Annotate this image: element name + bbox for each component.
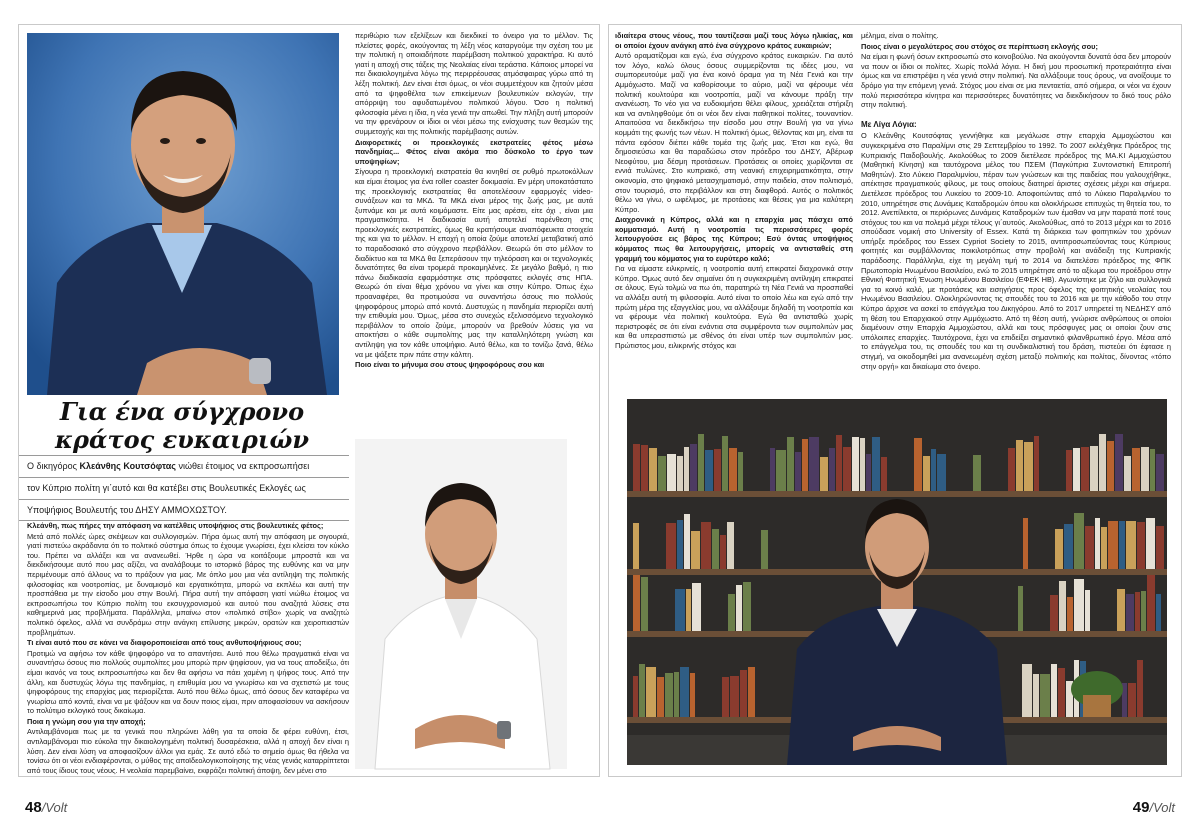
book-spine	[720, 535, 726, 569]
book-spine	[809, 437, 819, 491]
book-spine	[727, 522, 734, 569]
book-spine	[1141, 447, 1149, 491]
book-spine	[1147, 575, 1155, 631]
book-spine	[820, 457, 828, 491]
intro-line-3: Υποψήφιος Βουλευτής του ΔΗΣΥ ΑΜΜΟΧΩΣΤΟΥ.	[19, 499, 349, 521]
book-spine	[802, 439, 808, 491]
book-spine	[973, 455, 981, 491]
book-spine	[1016, 440, 1023, 491]
book-spine	[677, 520, 683, 569]
book-spine	[1024, 442, 1033, 491]
book-spine	[836, 435, 842, 491]
book-spine	[914, 438, 922, 491]
folio-separator: /	[1149, 800, 1154, 815]
book-spine	[705, 450, 713, 491]
page-number-right	[1133, 799, 1175, 816]
book-spine	[674, 672, 679, 717]
book-spine	[1126, 521, 1136, 569]
book-spine	[1066, 450, 1072, 491]
interview-question: Τι είναι αυτό που σε κάνει να διαφοροποιείσαι από τους ανθυποψήφιους σου;	[27, 638, 302, 648]
book-spine	[657, 677, 664, 717]
book-spine	[633, 444, 640, 491]
book-spine	[646, 667, 656, 717]
book-spine	[666, 523, 676, 569]
book-spine	[690, 444, 697, 491]
book-spine	[1115, 434, 1123, 491]
folio-separator: /	[41, 800, 46, 815]
book-spine	[680, 667, 689, 717]
interview-answer: Να είμαι η φωνή όσων εκπροσωπώ στο κοινοβούλιο. Να ακούγονται δυνατά όσα δεν μπορούν να πουν οι ίδιοι οι πολίτες. Χωρίς πολλά λόγια. Η δική μου προσωπική προτεραιότητα είναι όμως και να επιστρέψει η νέα γενιά στην πολιτική. Να αλλάξουμε τους όρους, να ανοίξουμε το δρόμο για την επόμενη γενιά. Στόχος μου είναι σε μια πενταετία, από σήμερα, οι νέοι να έχουν πολύ περισσότερα κίνητρα και περισσότερες δυνατότητες να διεκδικήσουν το δικό τους ρόλο στην πολιτική.	[861, 52, 1171, 110]
book-spine	[684, 514, 690, 569]
text-column-b	[355, 31, 593, 435]
book-spine	[738, 452, 743, 491]
text-column-d	[861, 31, 1171, 393]
book-spine	[641, 577, 648, 631]
book-spine	[923, 456, 930, 491]
book-spine	[1074, 513, 1084, 569]
book-spine	[1081, 447, 1089, 491]
book-spine	[1033, 674, 1039, 717]
book-spine	[776, 450, 786, 491]
bio-text: Ο Κλεάνθης Κουτσόφτας γεννήθηκε και μεγάλωσε στην επαρχία Αμμοχώστου και συγκεκριμένα στο Παραλίμνι στις 29 Σεπτεμβρίου το 1992. Το 2007 εκλέχθηκε Πρόεδρος της Κυπριακής Παιδοβουλής. Ακολούθως το 2009 διετέλεσε πρόεδρος της ΜΑ.ΚΙ Αμμοχώστου (Μαθητική Κίνηση) και ταυτόχρονα μέλος του ΠΣΕΜ (Παγκύπρια Συντονιστική Επιτροπή Μαθητών). Στο Λύκειο Παραλιμνίου, πέραν των γνώσεων και της παιδείας που γαλουχήθηκε, απέκτησε πραγματικούς φίλους, με τους οποίους διατηρεί άριστες σχέσεις μέχρι και σήμερα. Διετέλεσε πρόεδρος του Λυκείου το 2009-10. Αποφοιτώντας από το Λύκειο Παραλιμνίου το 2010, υπηρέτησε στις Δυνάμεις Καταδρομών όπου και ολοκλήρωσε επιτυχώς τη θητεία του, το 2012. Ανεπίλεκτα, οι περιόρωνες Δυνάμεις Καταδρομών των έμαθαν να μην παρατά ποτέ τους στόχους του και να πολεμά μέχρι τέλους γι΄αυτούς. Ακολούθως, από το 2013 μέχρι και το 2016 σπούδασε νομική στο University of Essex. Κατά τη διάρκεια των φοιτητικών του χρόνων υπήρξε πρόεδρος του Essex Cypriot Society το 2015, αντιπροσωπεύοντας τους Κύπριους φοιτητές και συμβάλλοντας ποικιλοτρόπως στην προβολή και ανάδειξη της Κυπριακής παράδοσης. Παράλληλα, είχε τη μεγάλη τιμή το 2014 να διατελέσει πρόεδρος της ΦΠΚ Πρωτοπορία Ηνωμένου Βασιλείου, ενώ το 2015 υπηρέτησε από το αξίωμα του προέδρου στην Εθνική Φοιτητική Ένωση Ηνωμένου Βασιλείου (ΕΦΕΚ ΗΒ). Αγωνίστηκε με ζήλο και συλλογικά για το κοινό καλό, με προτάσεις και εισηγήσεις προς όφελος της φοιτητικής νεολαίας του Ηνωμένου Βασιλείου. Ολοκληρώνοντας τις σπουδές του το 2016 και με την κάθοδο του στην Κύπρο άρχισε να ασκεί το επάγγελμα του Δικηγόρου. Από το 2017 υπηρετεί τη ΝΕΔΗΣΥ από τη θέση του Επαρχιακού στην Αμμόχωστο. Από τη θέση αυτή, γνώρισε ανθρώπους οι οποίοι διαμένουν στην Επαρχία Αμμοχώστου, αλλά και τους πρόσφυγες μας οι οποίοι ζουν στις υπόλοιπες επαρχίες. Ταυτόχρονα, έχει να επιδείξει σημαντικό φιλανθρωπικό έργο. Μέσα από το επάγγελμα του, τις σπουδές του και τη συνδικαλιστική του δράση, πιστεύει ότι έφτασε η στιγμή, να οικοδομηθεί μια ανανεωμένη σχέση μεταξύ πολιτικής και πολίτας, δίνοντας «τόπο στην οργή» και δικαίωμα στο όνειρο.	[861, 131, 1171, 371]
book-spine	[795, 452, 801, 491]
book-spine	[698, 434, 704, 491]
interview-answer: Σίγουρα η προεκλογική εκστρατεία θα κινηθεί σε ρυθμό πρωτοκόλλων και είμαι έτοιμος για ένα roller coaster δοκιμασία. Εν μέρη υποκατάστατο της προεκλογικής εκστρατείας θα αποτελέσουν εφαρμογές video-συνάξεων και τα ΜΚΔ. Τα ΜΚΔ είναι μέρος της ζωής μας, με αυτά ξυπνάμε και με αυτά κοιμόμαστε. Είτε μας αρέσει, είτε όχι , είναι μια πραγματικότητα. Η διαδικασία αυτή αποτελεί παρένθεση στις προεκλογικές εκστρατείες, όμως θα κρατήσουμε αναπόφευκτα στοιχεία της και για το μέλλον. Η εποχή η οποία ζούμε αποτελεί μεταβατική από το παραδοσιακό στο σύγχρονο περιβάλλον. Θεωρώ ότι στο μέλλον το διαδίκτυο και τα ΜΚΔ θα ξεπεράσουν την τηλεόραση και οι τεχνολογικές δυνατότητες θα είναι τρομερά προκαμηλένες. Σε μεγάλο βαθμό, η πιο πάνω διαδικασία εφαρμόστηκε στις πρόσφατες εκλογές στις ΗΠΑ. Θεωρώ ότι είναι θέμα χρόνου να γίνει και στην Κύπρο. Όπως έχω προαναφέρει, θα προτιμούσα να συναντήσω όσους πιο πολλούς ψηφοφόρους μπορώ από κοντά. Δυστυχώς η πανδημία περιορίζει αυτή την επιθυμία μου. Όμως, μέσα στο συνεχώς εξελισσόμενο τεχνολογικό περιβάλλον το οποίο ζούμε, μπορούν να βρεθούν λύσεις για να αποκτήσει ο κάθε συμπολίτης μας την καταλληλότερη γνώση και αντίληψη για τον κάθε υποψήφιο. Αυτό θέλω, και το τονίζω ξανά, θέλω να με ψάξετε πριν πάτε στην κάλπη.	[355, 167, 593, 359]
portrait-photo-white-shirt	[355, 439, 567, 769]
book-spine	[639, 664, 645, 717]
book-spine	[686, 589, 691, 631]
book-spine	[1064, 524, 1073, 569]
book-spine	[722, 436, 728, 491]
intro-text: νιώθει έτοιμος να εκπροσωπήσει	[175, 461, 310, 471]
page-number-left	[25, 799, 67, 816]
book-spine	[728, 594, 735, 631]
interview-question: Ποια η γνώμη σου για την αποχή;	[27, 716, 146, 726]
book-spine	[658, 456, 666, 491]
book-spine	[1101, 527, 1107, 569]
book-spine	[843, 447, 851, 491]
book-spine	[1067, 597, 1073, 631]
intro-line-2: τον Κύπριο πολίτη γι΄αυτό και θα κατέβει στις Βουλευτικές Εκλογές ως	[19, 477, 349, 499]
book-spine	[665, 673, 673, 717]
book-spine	[641, 445, 648, 491]
book-spine	[1128, 683, 1136, 717]
interview-question: Ποιος είναι ο μεγαλύτερος σου στόχος σε περίπτωση εκλογής σου;	[861, 41, 1098, 51]
book-spine	[1023, 518, 1028, 569]
book-spine	[860, 438, 865, 491]
book-spine	[1051, 664, 1057, 717]
book-spine	[1074, 579, 1084, 631]
book-spine	[1156, 594, 1161, 631]
interview-answer: περιθώριο των εξελίξεων και διεκδικεί το όνειρο για το μέλλον. Τις πλείστες φορές, ακούγοντας τη λέξη νέος καταργούμε την σχέση του με την πολιτική η οποιαδήποτε παρέμβαση πολιτικού χαρακτήρα. Κι αυτό γιατί η αποχή στις τάξεις της Νεολαίας είναι τεράστια. Κάποιος μπορεί να πει δικαιολογημένα λόγω της περιρρέουσας ατμόσφαιρας γύρω από τη λέξη πολιτική. Δεν είναι έτσι όμως, οι νέοι συμμετέχουν και ζητούν μέσα από τα ψηφοθέλτα των επικείμενων βουλευτικών εκλογών, την απόρριψη του αφυδατωμένου πολιτικού λόγου. Όσο η πολιτική φιλοσοφία μένει η ίδια, η νέα γενιά την απωθεί. Την πλήξη αυτή μπορούν να την φρενάρουν οι ίδιοι οι νέοι μέσω της ενίσχυσης των θεσμών της συμμετοχής και της πολιτικής παρέμβασης αυτών.	[355, 31, 593, 136]
interview-question: ιδιαίτερα στους νέους, που ταυτίζεσαι μαζί τους λόγω ηλικίας, και οι οποίοι έχουν ανάγκη από ένα σύγχρονο κράτος ευκαιριών;	[615, 31, 853, 50]
book-spine	[1073, 448, 1080, 491]
book-spine	[740, 670, 747, 717]
article-headline: Για ένα σύγχρονο κράτος ευκαιριών	[55, 397, 309, 454]
book-spine	[684, 447, 689, 491]
book-spine	[722, 677, 729, 717]
book-spine	[1090, 446, 1098, 491]
book-spine	[1095, 518, 1100, 569]
book-spine	[1018, 586, 1023, 631]
book-spine	[1085, 526, 1094, 569]
book-spine	[690, 673, 695, 717]
book-spine	[931, 449, 936, 491]
book-spine	[633, 676, 638, 717]
interview-question: Διαφορετικές οι προεκλογικές εκστρατείες φέτος μέσω πανδημίας... Φέτος είναι ακόμα πιο δύσκολο το έργο των υποψηφίων;	[355, 137, 593, 166]
book-spine	[1040, 674, 1050, 717]
book-spine	[1059, 581, 1066, 631]
book-spine	[1137, 522, 1145, 569]
book-spine	[691, 531, 700, 569]
book-spine	[1119, 521, 1125, 569]
book-spine	[1117, 589, 1125, 631]
interview-answer: Μετά από πολλές ώρες σκέψεων και συλλογισμών. Πήρα όμως αυτή την απόφαση με σιγουριά, γιατί πιστεύω ακράδαντα ότι το πολιτικό σύστημα όπως το έχουμε γνωρίσει, έχει κλείσει τον κύκλο του. Πρέπει να αλλάξει και να ανανεωθεί. Ήρθε η ώρα να κοιτάξουμε μπροστά και να διεκδικήσουμε αυτό που μας αξίζει, να αναλάβουμε το ιστορικό βάρος της ευθύνης και να μην περιμένουμε από άλλους να το πράξουν για μας. Με όπλο μου μια νέα αντίληψη της πολιτικής φιλοσοφίας και νοοτροπίας, με δυναμισμό και εργατικότητα, μπορώ να εκπλέω και αυτή την προσπάθεια με την είσοδο μου στην Βουλή. Πήρα αυτή την απόφαση γιατί νιώθω έτοιμος να εκπροσωπήσω τον Κύπριο πολίτη του εκσυγχρονισμού και αυτού που αναζητά λύσεις στα καθημερινά μας προβλήματα. Παράλληλα, μπαίνω στον «πολιτικό στίβο» χωρίς να αναζητώ πολιτικό όφελος, αλλά να συνδράμω στην ανάγκη επίλυσης μικρών, ορατών και χειροπιαστών προβλημάτων.	[27, 531, 349, 637]
book-spine	[677, 456, 683, 491]
book-spine	[667, 454, 676, 491]
book-spine	[748, 667, 755, 717]
interview-answer: Προτιμώ να αφήσω τον κάθε ψηφοφόρο να το απαντήσει. Αυτό που θέλω πραγματικά είναι να συναντήσω όσους πιο πολλούς συμπολίτες μου μπορώ πριν ψηφίσουν, για να τους αποδείξω, ότι είμαι ικανός να τους εκπροσωπήσω και δεν θα αφήσω να πάει χαμένη η ψήφος τους. Από την άλλη, και δυστυχώς λόγω της πανδημίας, η επιθυμία μου να γνωρίσω και να σχετιστώ με τους ψηφοφόρους της επαρχίας μας περιορίζεται. Αυτό που θέλω όμως, από όσους δεν καταφέρω να γνωρίσω από κοντά, είναι να με ψάξουν και να δουν ποιος είμαι, πριν αποφασίσουν να ασκήσουν το πολύτιμο εκλογικό τους δικαίωμα.	[27, 648, 349, 716]
book-spine	[1150, 449, 1155, 491]
interview-answer: Για να είμαστε ειλικρινείς, η νοοτροπία αυτή επικρατεί διαχρονικά στην Κύπρο. Όμως αυτό δεν σημαίνει ότι η συγκεκριμένη αντίληψη επικρατεί σε όλους. Εγώ τολμώ να πω ότι, παρατηρώ τη Νέα Γενιά να προσπαθεί να αλλάξει αυτή τη φιλοσοφία. Αυτό είναι το οποίο λέω και εγώ από την πρώτη μέρα της εξαγγελίας μου, να αλλάξουμε δηλαδή τη νοοτροπία και να φέρουμε νέα πολιτική κουλτούρα. Εγώ θα αντισταθώ χωρίς περιστροφές σε ότι είναι ενάντια στα συμφέροντα των συμπολιτών μας και θα υπερασπιστώ με σθένος ότι είναι υπέρ των συμπολιτών μας. Πρώτιστος μου, ειλικρινής στόχος και	[615, 264, 853, 350]
book-spine	[829, 448, 835, 491]
book-spine	[1108, 521, 1118, 569]
book-spine	[866, 454, 871, 491]
book-spine	[1107, 441, 1114, 491]
book-spine	[1055, 529, 1063, 569]
book-spine	[1124, 456, 1131, 491]
book-spine	[1132, 448, 1140, 491]
bookshelf-portrait-photo	[627, 399, 1167, 765]
book-spine	[729, 448, 737, 491]
book-spine	[881, 457, 887, 491]
book-spine	[770, 448, 775, 491]
book-spine	[714, 449, 721, 491]
book-spine	[649, 448, 657, 491]
book-spine	[1156, 454, 1164, 491]
bio-title: Με Λίγα Λόγια:	[861, 119, 917, 129]
book-spine	[1022, 664, 1032, 717]
book-spine	[852, 437, 859, 491]
interview-question: Κλεάνθη, πως πήρες την απόφαση να κατέλθεις υποψήφιος στις βουλευτικές φέτος;	[27, 521, 324, 530]
left-page	[18, 24, 600, 816]
book-spine	[701, 522, 711, 569]
book-spine	[675, 589, 685, 631]
book-spine	[712, 529, 719, 569]
book-spine	[787, 437, 794, 491]
book-spine	[1008, 448, 1015, 491]
book-spine	[1099, 434, 1106, 491]
book-spine	[1085, 590, 1090, 631]
book-spine	[1146, 518, 1155, 569]
book-spine	[1126, 594, 1134, 631]
book-spine	[1034, 436, 1039, 491]
magazine-name: Volt	[45, 800, 68, 815]
book-spine	[736, 585, 742, 631]
interview-answer: μέλημα, είναι ο πολίτης.	[861, 31, 939, 40]
interview-answer: Αντιλαμβάνομαι πως με τα γενικά που πληρώνει λάθη για τα οποία δε φέρει ευθύνη, έτσι, αντιλαμβάνομαι πιο εύκολα την δικαιολογημένη πολιτική δυσαρέσκεια, αλλά η αποχή δεν είναι η λύση. Δεν είναι λύση να αποφασίζουν άλλοι για εμάς. Σε αυτό εδώ το σημείο όμως θα ήθελα να τονίσω ότι οι νέοι ενδιαφέρονται, ο μύθος της αποϊδεολογικοποίησης της νέας γενιάς καταρρίπτεται από τους ίδιους τους νέους. Η νεολαία παρεμβαίνει, εκφράζει πολιτική άποψη, δεν μένει στο	[27, 727, 349, 775]
book-spine	[872, 437, 880, 491]
page-number: 48	[25, 799, 42, 816]
portrait-photo-blue-background	[27, 33, 339, 395]
book-spine	[1137, 660, 1143, 717]
text-column-c	[615, 31, 853, 393]
right-page	[608, 24, 1182, 816]
intro-text: Ο δικηγόρος	[27, 461, 80, 471]
book-spine	[1135, 592, 1140, 631]
book-spine	[1050, 595, 1058, 631]
book-spine	[1141, 591, 1146, 631]
book-spine	[937, 454, 946, 491]
book-spine	[1156, 526, 1164, 569]
candidate-name: Κλεάνθης Κουτσόφτας	[79, 461, 176, 471]
book-spine	[633, 575, 640, 631]
text-column-a	[27, 521, 349, 775]
article-intro	[19, 455, 349, 521]
magazine-name: Volt	[1153, 800, 1175, 815]
intro-line-1	[19, 455, 349, 477]
book-spine	[692, 583, 701, 631]
page-number: 49	[1132, 799, 1150, 816]
interview-question: Ποιο είναι το μήνυμα σου στους ψηφοφόρους σου και	[355, 360, 545, 370]
book-spine	[761, 530, 768, 569]
book-spine	[1058, 668, 1065, 717]
book-spine	[743, 582, 751, 631]
interview-question: Διαχρονικά η Κύπρος, αλλά και η επαρχία μας πάσχει από κομματισμό. Αυτή η νοοτροπία τις περισσότερες φορές λειτουργούσε εις βάρος της Κύπρου; Εσύ όντας υποψήφιος κόμματος πως θα λειτουργήσεις, μπορείς να αντισταθείς στη γραμμή του κόμματος για το ευρύτερο καλό;	[615, 215, 853, 263]
book-spine	[633, 523, 639, 569]
interview-answer: Αυτό οραματίζομαι και εγώ, ένα σύγχρονο κράτος ευκαιριών. Για αυτό τον λόγο, καλώ όλους όσους συμμερίζονται τις ιδέες μου, να συμπορευτούμε μαζί για ένα κοινό όραμα για τη Νέα Γενιά και την Αμμόχωστο. Μαζί να καθορίσουμε το αύριο, μαζί να φέρουμε νέα πολιτική κουλτούρα και νοοτροπία, μαζί να κάνουμε πράξη την ανανέωση. Το νέο για να ευδοκιμήσει θέλει φίλους, χρειάζεται στήριξη και να αντιληφθούμε ότι οι νέοι δεν είναι παθητικοί πολίτες, τουναντίον. Απαιτούσα να διεκδικήσω την είσοδο μου στην Βουλή για να γίνω κομμάτι της φωνής των νέων. Η πολιτική όμως, θέλοντας και μη, είναι τα πάντα εφόσον διέπει κάθε τομέα της ζωής μας. Έτσι και εγώ, θα δημοσιεύσω και θα παραδώσω στον πρόεδρο του ΔΗΣΥ, Αβέρωφ Νεοφύτου, μια δέσμη προτάσεων. Προτάσεις οι οποίες χωρίζονται σε εννιά πυλώνες. Στο κυπριακό, στη νεανική επιχειρηματικότητα, στην οικονομία, στο ψηφιακό μετασχηματισμό, στην παιδεία, στον πολιτισμό, στον τουρισμό, στο περιβάλλον και στη διαφθορά. Αυτός ο πολιτικός θέλω να γίνω, ο ωφέλιμος, με προτάσεις και θέσεις για μια καλύτερη Κύπρο.	[615, 51, 853, 214]
book-spine	[730, 676, 739, 717]
